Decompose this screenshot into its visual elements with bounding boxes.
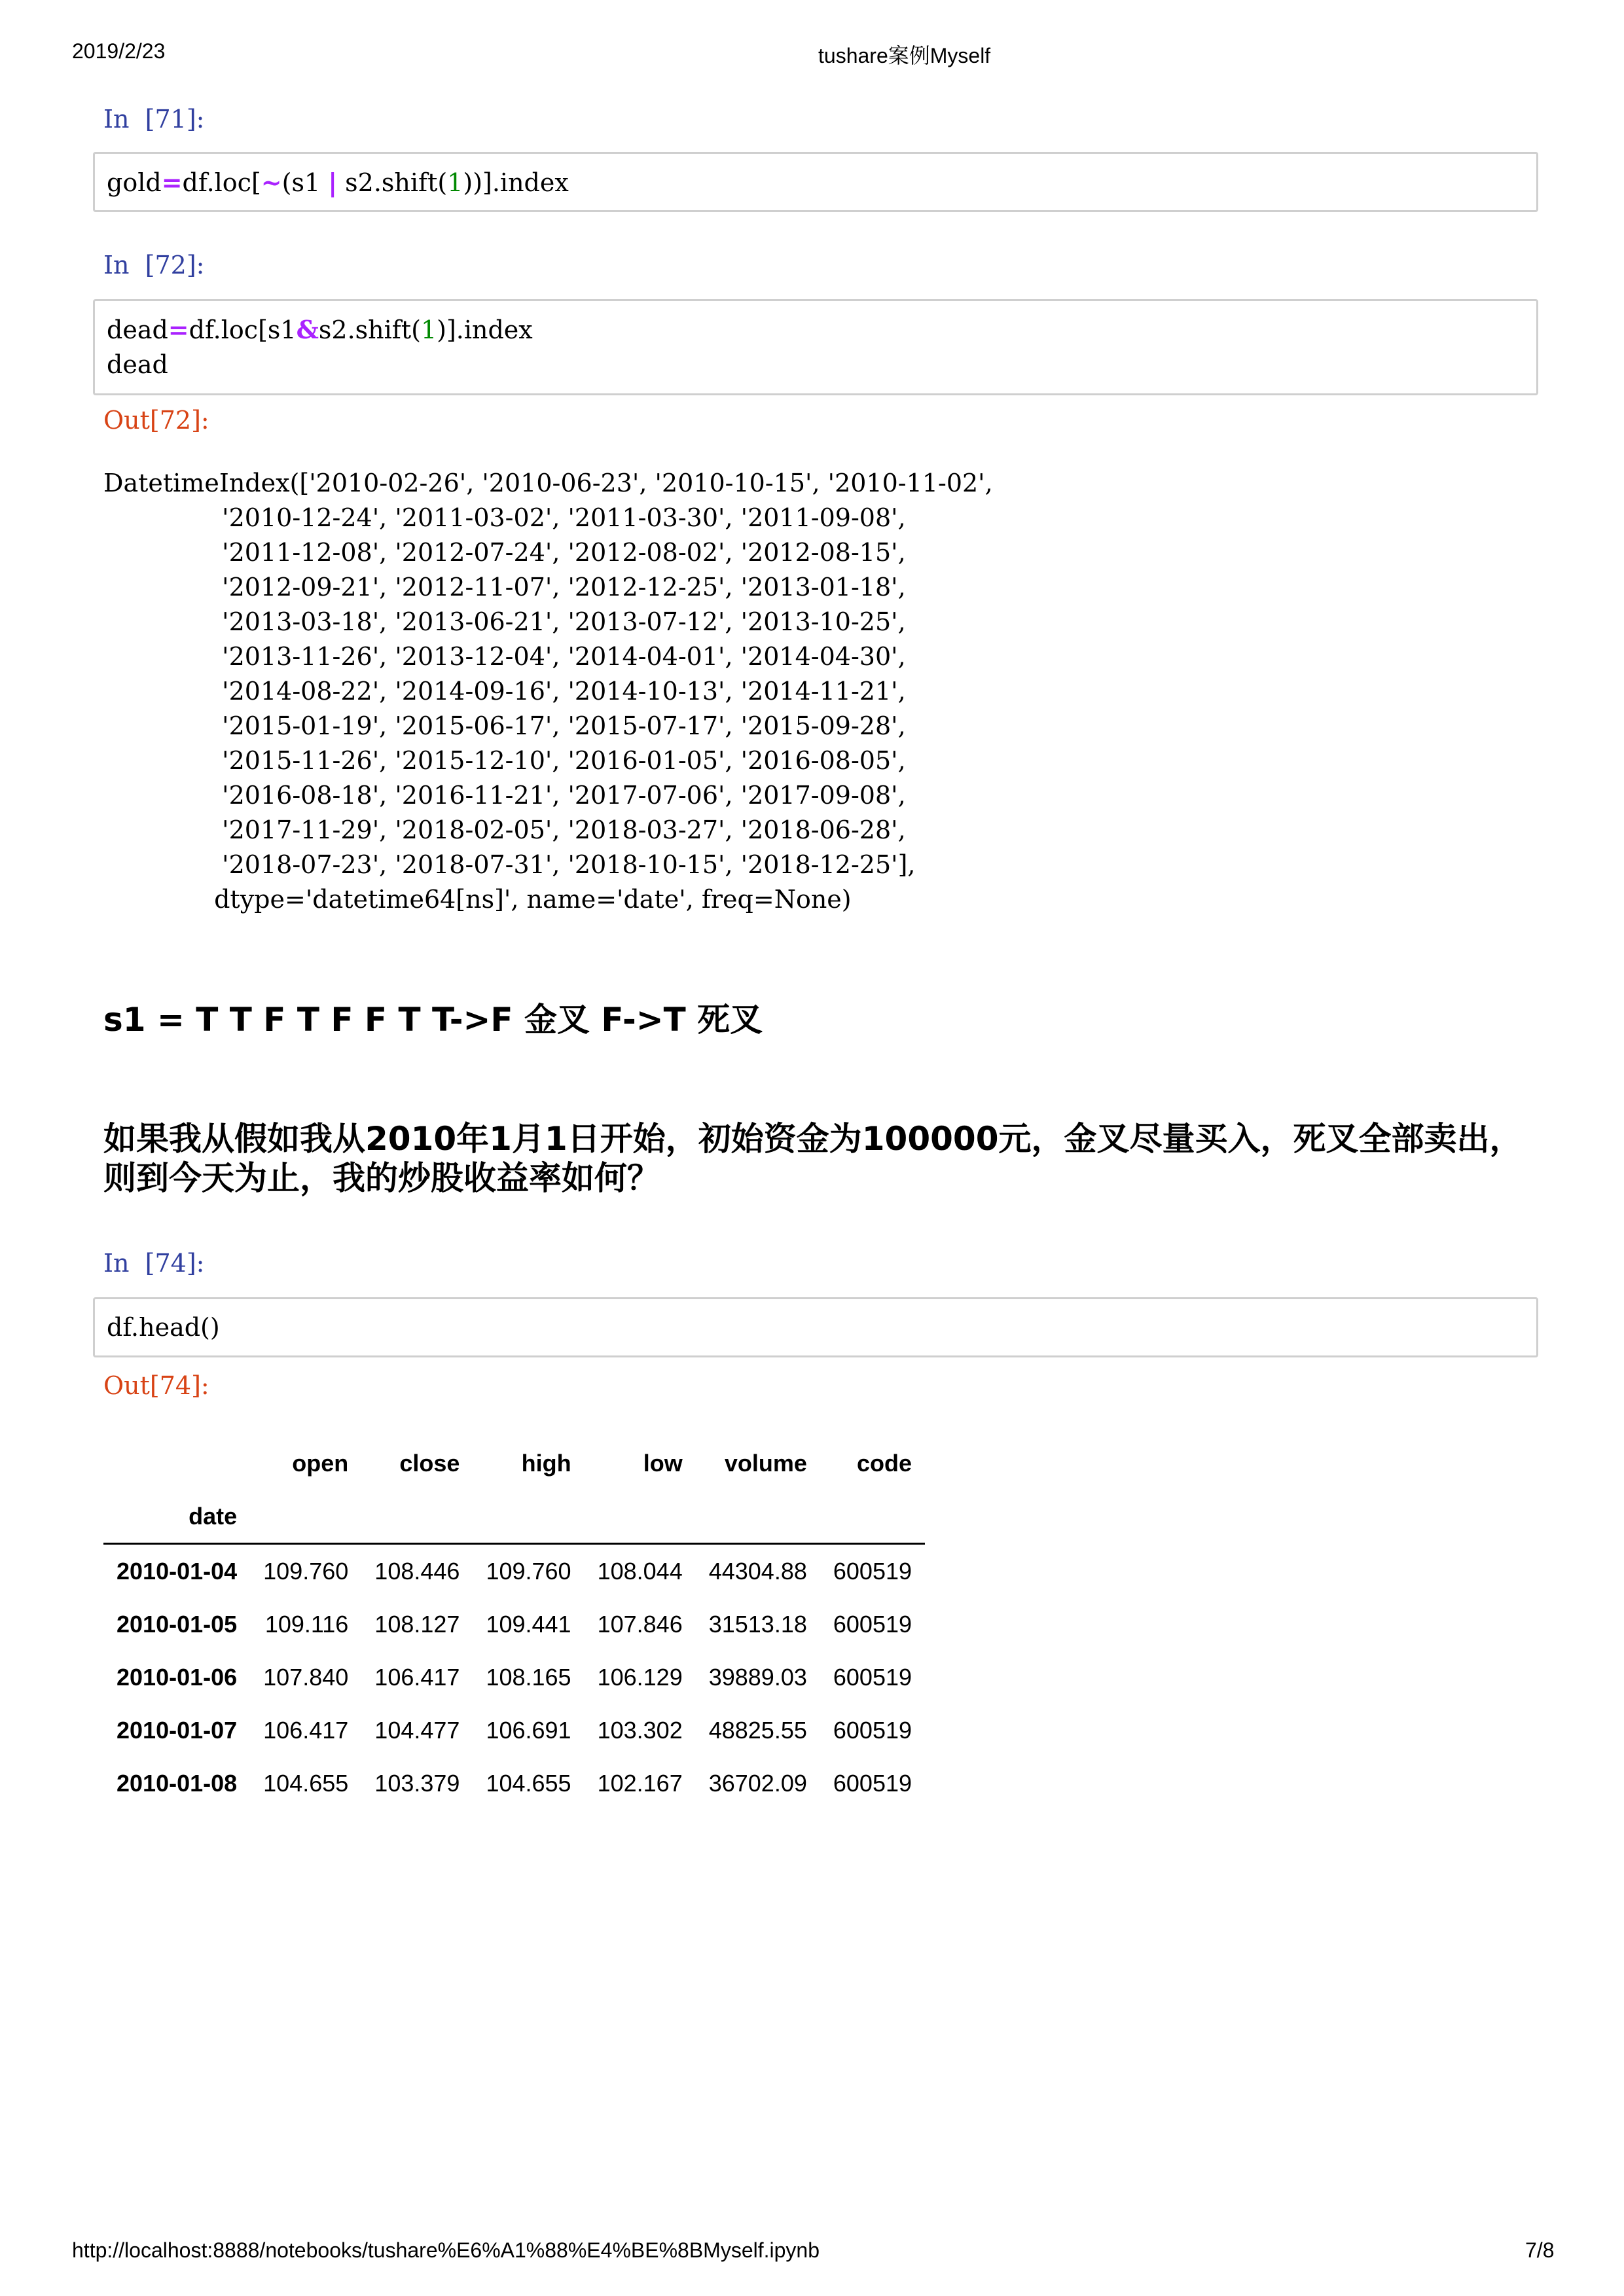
datetime-index-output: DatetimeIndex(['2010-02-26', '2010-06-23', '2010-10-15', '2010-11-02', '2010-12-24', '2011-03-02', '2011-03-30', '2011-09-08', '2011-12-08', '2012-07-24', '2012-08-02', '2012-08-15', '2012-09-21', '2012-11-07', '2012-12-25', '2013-01-18', '2013-03-18', '2013-06-21', '2013-07-12', '2013-10-25', '2013-11-26', '2013-12-04', '2014-04-01', '2014-04-30', '2014-08-22', '2014-09-16', '2014-10-13', '2014-11-21', '2015-01-19', '2015-06-17', '2015-07-17', '2015-09-28', '2015-11-26', '2015-12-10', '2016-01-05', '2016-08-05', '2016-08-18', '2016-11-21', '2017-07-06', '2017-09-08', '2017-11-29', '2018-02-05', '2018-03-27', '2018-06-28', '2018-07-23', '2018-07-31', '2018-10-15', '2018-12-25'], dtype='datetime64[ns]', name='date', freq=None) bbox=[103, 469, 993, 914]
code-token: s2.shift( bbox=[337, 168, 448, 197]
code-line[interactable] bbox=[95, 154, 1536, 200]
table-cell: 109.116 bbox=[264, 1610, 349, 1638]
table-row bbox=[103, 1598, 925, 1651]
column-header: low bbox=[643, 1449, 683, 1477]
table-row bbox=[103, 1757, 925, 1810]
code-line[interactable] bbox=[95, 301, 1536, 348]
column-header: high bbox=[521, 1449, 571, 1477]
column-header: volume bbox=[724, 1449, 807, 1477]
table-cell: 104.655 bbox=[486, 1769, 571, 1797]
row-index: 2010-01-06 bbox=[117, 1663, 238, 1691]
table-cell: 106.129 bbox=[597, 1663, 683, 1691]
column-header-row bbox=[103, 1437, 925, 1490]
code-token: )].index bbox=[437, 315, 533, 344]
table-cell: 106.417 bbox=[263, 1716, 349, 1744]
code-cell-74[interactable] bbox=[93, 1297, 1538, 1357]
empty-header-cell bbox=[250, 1490, 361, 1544]
table-row bbox=[103, 1544, 925, 1598]
table-cell: 104.655 bbox=[263, 1769, 349, 1797]
table-cell: 108.165 bbox=[486, 1663, 571, 1691]
empty-header-cell bbox=[361, 1490, 473, 1544]
markdown-heading-question: 如果我从假如我从2010年1月1日开始，初始资金为100000元，金叉尽量买入，死叉全部卖出，则到今天为止，我的炒股收益率如何？ bbox=[103, 1120, 1523, 1197]
code-cell-71[interactable] bbox=[93, 152, 1538, 212]
code-token: gold bbox=[107, 168, 162, 197]
index-name: date bbox=[103, 1490, 250, 1544]
operator-token: & bbox=[296, 315, 319, 344]
operator-token: = bbox=[168, 315, 189, 344]
index-name-row bbox=[103, 1490, 925, 1544]
operator-token: ~ bbox=[261, 168, 282, 197]
table-cell: 102.167 bbox=[597, 1769, 683, 1797]
table-cell: 109.441 bbox=[486, 1610, 571, 1638]
empty-header-cell bbox=[473, 1490, 584, 1544]
table-cell: 600519 bbox=[833, 1716, 912, 1744]
table-cell: 107.840 bbox=[263, 1663, 349, 1691]
table-cell: 31513.18 bbox=[708, 1610, 807, 1638]
row-index: 2010-01-05 bbox=[117, 1610, 238, 1638]
out-prompt-72: Out[72]: bbox=[103, 406, 209, 435]
row-index: 2010-01-07 bbox=[117, 1716, 238, 1744]
code-token: df.loc[s1 bbox=[189, 315, 297, 344]
code-line[interactable]: dead bbox=[107, 350, 168, 379]
table-cell: 109.760 bbox=[486, 1557, 571, 1585]
table-cell: 103.302 bbox=[597, 1716, 683, 1744]
dataframe-table bbox=[103, 1437, 925, 1810]
column-header: code bbox=[856, 1449, 912, 1477]
print-date: 2019/2/23 bbox=[72, 39, 166, 63]
code-token: s2.shift( bbox=[318, 315, 421, 344]
table-cell: 39889.03 bbox=[708, 1663, 807, 1691]
empty-header-cell bbox=[820, 1490, 925, 1544]
table-cell: 108.044 bbox=[597, 1557, 683, 1585]
table-cell: 104.477 bbox=[374, 1716, 460, 1744]
code-line[interactable]: df.head() bbox=[107, 1313, 220, 1342]
table-cell: 108.446 bbox=[374, 1557, 460, 1585]
table-row bbox=[103, 1651, 925, 1704]
code-token: df.loc[ bbox=[182, 168, 261, 197]
table-cell: 107.846 bbox=[597, 1610, 683, 1638]
code-token: dead bbox=[107, 315, 168, 344]
table-cell: 600519 bbox=[833, 1557, 912, 1585]
number-token: 1 bbox=[420, 315, 437, 344]
code-token: ))].index bbox=[463, 168, 569, 197]
operator-token: = bbox=[161, 168, 183, 197]
empty-header-cell bbox=[696, 1490, 820, 1544]
row-index: 2010-01-04 bbox=[117, 1557, 238, 1585]
table-cell: 108.127 bbox=[374, 1610, 460, 1638]
markdown-heading-signal: s1 = T T F T F F T T->F 金叉 F->T 死叉 bbox=[103, 1001, 763, 1039]
in-prompt-72: In [72]: bbox=[103, 251, 205, 279]
table-cell: 600519 bbox=[833, 1663, 912, 1691]
in-prompt-71: In [71]: bbox=[103, 105, 205, 134]
table-cell: 600519 bbox=[833, 1610, 912, 1638]
column-header: close bbox=[399, 1449, 460, 1477]
notebook-url: http://localhost:8888/notebooks/tushare%E6%A1%88%E4%BE%8BMyself.ipynb bbox=[72, 2238, 820, 2262]
row-index: 2010-01-08 bbox=[117, 1769, 238, 1797]
out-prompt-74: Out[74]: bbox=[103, 1371, 209, 1400]
table-row bbox=[103, 1704, 925, 1757]
table-cell: 44304.88 bbox=[708, 1557, 807, 1585]
number-token: 1 bbox=[447, 168, 463, 197]
operator-token: | bbox=[328, 168, 338, 197]
table-cell: 600519 bbox=[833, 1769, 912, 1797]
in-prompt-74: In [74]: bbox=[103, 1249, 205, 1278]
table-cell: 106.691 bbox=[486, 1716, 571, 1744]
notebook-title: tushare案例Myself bbox=[818, 44, 991, 67]
table-cell: 109.760 bbox=[263, 1557, 349, 1585]
table-cell: 103.379 bbox=[374, 1769, 460, 1797]
code-cell-72[interactable] bbox=[93, 299, 1538, 395]
column-header: open bbox=[292, 1449, 349, 1477]
code-token: (s1 bbox=[281, 168, 329, 197]
page-number: 7/8 bbox=[1525, 2238, 1555, 2262]
table-cell: 48825.55 bbox=[708, 1716, 807, 1744]
index-corner bbox=[103, 1437, 250, 1490]
empty-header-cell bbox=[585, 1490, 696, 1544]
table-cell: 36702.09 bbox=[708, 1769, 807, 1797]
table-cell: 106.417 bbox=[374, 1663, 460, 1691]
